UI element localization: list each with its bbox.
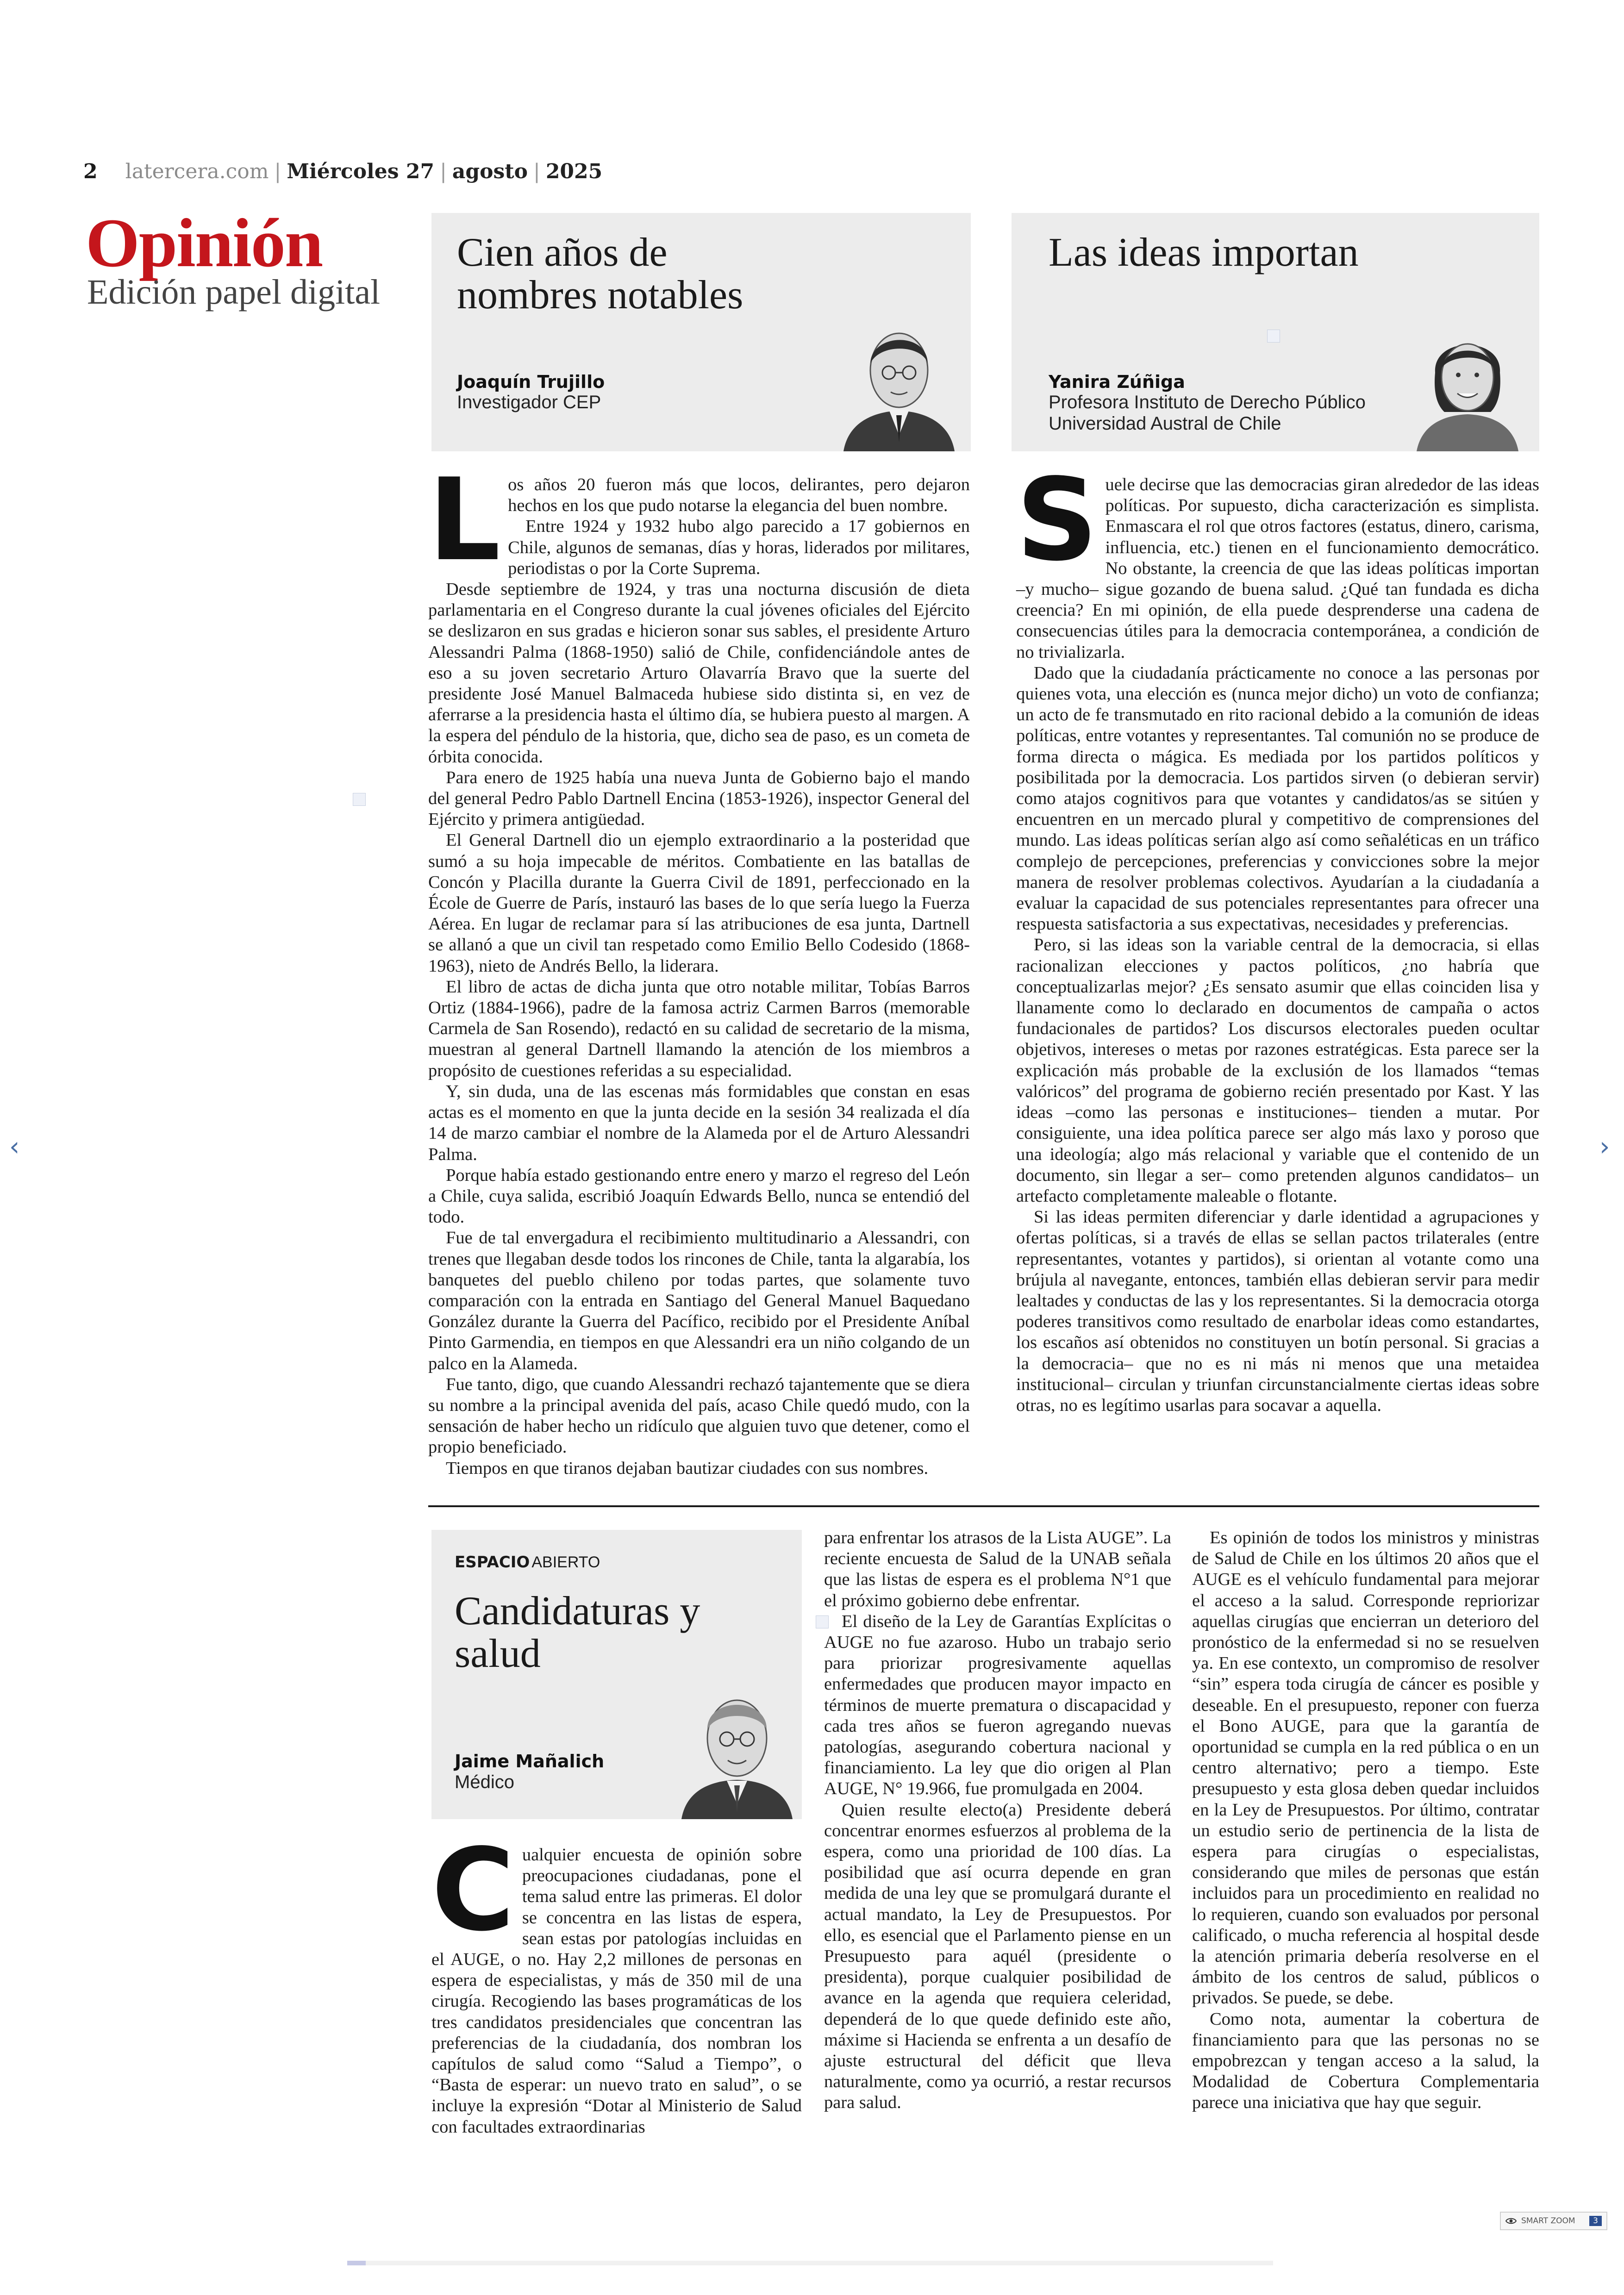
site-name: latercera.com <box>125 160 269 183</box>
smart-zoom-count: 3 <box>1589 2216 1602 2226</box>
scrollbar-thumb[interactable] <box>347 2261 366 2265</box>
section-divider <box>428 1505 1539 1507</box>
next-page-icon[interactable]: › <box>1599 1132 1610 1162</box>
article-title: Las ideas importan <box>1049 230 1359 275</box>
article-title <box>455 1590 700 1675</box>
paragraph: Pero, si las ideas son la variable central de la democracia, si ellas racionalizan elecciones y pactos políticos, ¿no habría que conceptualizarlas mejor? ¿Es sensato asumir que ellas coinciden lisa y llanamente como lo declarado en documentos de campaña o actos fundacionales de partidos? Los discursos electorales pueden ocultar objetivos, intereses o metas por razones estratégicas. Esta parece ser la explicación más probable de la exclusión de los llamados “temas valóricos” del programa de gobierno recién presentado por Kast. Y las ideas –como las personas e instituciones– tienden a mutar. Por consiguiente, una idea política parece ser algo más laxo y poroso que una ideología; algo más relacional y variable que el contenido de un documento, sin llegar a ser– como pretenden algunos candidatos– un artefacto completamente maleable o flotante. <box>1016 935 1539 1206</box>
article-title-line: Cien años de <box>457 230 668 275</box>
author-portrait <box>1407 312 1528 451</box>
page-scrollbar[interactable] <box>347 2261 1273 2265</box>
date-day: Miércoles 27 <box>287 160 435 183</box>
page-number: 2 <box>83 160 98 183</box>
paragraph: Y, sin duda, una de las escenas más formidables que constan en esas actas es el momento en que la junta decide en la sesión 34 realizada el día 14 de marzo cambiar el nombre de la Alameda por el de Arturo Alessandri Palma. <box>428 1081 970 1164</box>
article-header-box <box>431 1530 802 1819</box>
tag-bold: ESPACIO <box>455 1553 530 1572</box>
paragraph: Tiempos en que tiranos dejaban bautizar ciudades con sus nombres. <box>446 1458 929 1478</box>
author-role <box>1049 392 1366 434</box>
author-name: Yanira Zúñiga <box>1049 372 1185 392</box>
author-name: Jaime Mañalich <box>455 1751 605 1771</box>
paragraph: os años 20 fueron más que locos, delirantes, pero dejaron hechos en los que pudo notarse la elegancia del buen nombre. <box>508 475 970 516</box>
separator: | <box>440 160 447 183</box>
article-body <box>428 454 970 1479</box>
author-role: Investigador CEP <box>457 392 601 412</box>
paragraph: ualquier encuesta de opinión sobre preocupaciones ciudadanas, pone el tema salud entre las primeras. El dolor se concentra en las listas de espera, sean estas por patologías incluidas en el AUGE, o no. Hay 2,2 millones de personas en espera de especialistas, y más de 350 mil de una cirugía. Recogiendo las bases programáticas de los tres candidatos presidenciales que concentran las preferencias de la ciudadanía, dos nombran los capítulos de salud como “Salud a Tiempo”, o “Basta de esperar: un nuevo trato en salud”, o se incluye la expresión “Dotar al Ministerio de Salud con facultades extraordinarias <box>431 1845 802 2137</box>
drop-cap: C <box>431 1824 515 1956</box>
paragraph: Entre 1924 y 1932 hubo algo parecido a 17 gobiernos en Chile, algunos de semanas, días y horas, liderados por militares, periodistas o por la Corte Suprema. <box>508 517 970 578</box>
paragraph: Fue tanto, digo, que cuando Alessandri rechazó tajantemente que se diera su nombre a la principal avenida del país, acaso Chile quedó mudo, con la sensación de haber hecho un ridículo que alguien tuvo que detener, como el propio beneficiado. <box>428 1374 970 1457</box>
article-header-box <box>431 213 971 451</box>
smart-zoom-label: SMART ZOOM <box>1521 2216 1575 2226</box>
author-role-line: Universidad Austral de Chile <box>1049 413 1281 434</box>
article-title-line: salud <box>455 1631 541 1676</box>
paragraph: Para enero de 1925 había una nueva Junta de Gobierno bajo el mando del general Pedro Pablo Dartnell Encina (1853-1926), inspector General del Ejército y primera antigüedad. <box>428 767 970 829</box>
prev-page-icon[interactable]: ‹ <box>9 1132 20 1162</box>
drop-cap: L <box>428 454 501 586</box>
author-name: Joaquín Trujillo <box>457 372 605 392</box>
article-body <box>824 1528 1171 2114</box>
tag-light: ABIERTO <box>531 1553 600 1571</box>
eye-icon <box>1505 2217 1517 2225</box>
separator: | <box>533 160 540 183</box>
paragraph: Desde septiembre de 1924, y tras una nocturna discusión de dieta parlamentaria en el Congreso durante la cual jóvenes oficiales del Ejército se deslizaron en sus gradas e hicieron sonar sus sables, el presidente Arturo Alessandri Palma (1868-1950) salió de Chile, confidenciándole antes de eso a su joven secretario Arturo Olavarría Bravo que la suerte del presidente José Manuel Balmaceda hubiese sido distinta si, en vez de aferrarse a la presidencia hasta el último día, se hubiera puesto al margen. A la espera del péndulo de la historia, que, dicho sea de paso, es un cometa de órbita conocida. <box>428 580 970 767</box>
paragraph: El diseño de la Ley de Garantías Explícitas o AUGE no fue azaroso. Hubo un trabajo serio para priorizar progresivamente aquellas enfermedades que producen mayor impacto en términos de muerte prematura o discapacidad y cada tres años se fueron agregando nuevas patologías, asegurando cobertura nacional y financiamiento. La ley que dio origen al Plan AUGE, N° 19.966, fue promulgada en 2004. <box>824 1611 1171 1799</box>
author-portrait <box>839 312 959 451</box>
paragraph: El libro de actas de dicha junta que otro notable militar, Tobías Barros Ortiz (1884-1966), padre de la famosa actriz Carmen Barros (memorable Carmela de San Rosendo), redactó en su calidad de secretario de la misma, muestran al general Dartnell llamando la atención de los miembros a propósito de cuestiones referidas a su especialidad. <box>428 977 970 1080</box>
section-subtitle: Edición papel digital <box>87 273 381 312</box>
link-marker-icon[interactable] <box>816 1615 829 1628</box>
paragraph: Fue de tal envergadura el recibimiento multitudinario a Alessandri, con trenes que llegaban desde todos los rincones de Chile, tanta la algarabía, los banquetes del pueblo chileno por todas partes, que solamente tuvo comparación con la entrada en Santiago del General Manuel Baquedano González durante la Guerra del Pacífico, recibido por el Presidente Aníbal Pinto Garmendia, en tiempos en que Alessandri era un niño colgando de un palco en la Alameda. <box>428 1228 970 1373</box>
article-body <box>1192 1528 1539 2114</box>
article-title <box>457 231 743 317</box>
date-month: agosto <box>452 160 528 183</box>
section-title: Opinión <box>86 205 323 281</box>
paragraph: Dado que la ciudadanía prácticamente no conoce a las personas por quienes vota, una elección es (nunca mejor dicho) un voto de confianza; un acto de fe transmutado en rito racional debido a la comunión de ideas políticas, entre votantes y representantes. Tal comunión no se produce de forma directa o mágica. Es mediada por los partidos políticos y posibilitada por la democracia. Los partidos sirven (o debieran servir) como atajos cognitivos para que votantes y candidatos/as se sitúen y encuentren en un mercado plural y competitivo de comprensiones del mundo. Las ideas políticas serían algo así como señaléticas en un tráfico complejo de percepciones, preferencias y convicciones sobre la mejor manera de resolver problemas colectivos. Ayudarían a la ciudadanía a evaluar la capacidad de sus potenciales representantes para ofrecer una respuesta satisfactoria a sus expectativas, necesidades y preferencias. <box>1016 663 1539 934</box>
smart-zoom-button[interactable] <box>1500 2212 1607 2230</box>
paragraph: Porque había estado gestionando entre enero y marzo el regreso del León a Chile, cuya salida, escribió Joaquín Edwards Bello, nunca se entendió del todo. <box>428 1165 970 1227</box>
article-title-line: Candidaturas y <box>455 1589 700 1634</box>
section-tag <box>455 1553 600 1572</box>
paragraph: uele decirse que las democracias giran alrededor de las ideas políticas. Por supuesto, dicha caracterización es simplista. Enmascara el rol que otros factores (estatus, dinero, carisma, influencia, etc.) tienen en el funcionamiento democrático. No obstante, la creencia de que las ideas políticas importan –y mucho– sigue gozando de buena salud. ¿Qué tan fundada es dicha creencia? En mi opinión, de ella puede desprenderse una cadena de consecuencias útiles para la democracia contemporánea, a condición de no trivializarla. <box>1016 475 1539 662</box>
paragraph: Es opinión de todos los ministros y ministras de Salud de Chile en los últimos 20 años que el AUGE es el vehículo fundamental para mejorar el acceso a la salud. Corresponde repriorizar aquellas cirugías que encierran un deterioro del pronóstico de la enfermedad si no se resuelven ya. En ese contexto, un compromiso de resolver “sin” espera toda cirugía de cáncer es posible y deseable. En el presupuesto, reponer con fuerza el Bono AUGE, para que la garantía de oportunidad se cumpla en la red pública o en un centro alternativo; pero a tiempo. Este presupuesto y esta glosa deben quedar incluidos en la Ley de Presupuestos. Por último, contratar un estudio serio de pertinencia de la lista de espera para cirugías o especialistas, considerando que miles de personas que están incluidos para un procedimiento en realidad no lo requieren, cuando son evaluados por personal calificado, o mucha referencia al hospital desde la atención primaria debería resolverse en el ámbito de los centros de salud, públicos o privados. Se puede, se debe. <box>1192 1528 1539 2008</box>
paragraph: Si las ideas permiten diferenciar y darle identidad a agrupaciones y ofertas políticas, si a través de ellas se sellan pactos trilaterales (entre representantes, votantes y partidos), si orientan al votante como una brújula al navegante, entonces, también ellas debieran servir para medir lealtades y conductas de las y los representantes. Si la democracia otorga poderes transitivos como resultado de enarbolar ideas como estandartes, los escaños así obtenidos no constituyen un botín personal. Si gracias a la democracia– que no es ni más ni menos que una metaidea institucional– circulan y triunfan circunstancialmente ciertas ideas sobre otras, no es legítimo usarlas para socavar a aquella. <box>1016 1207 1539 1415</box>
link-marker-icon[interactable] <box>1267 330 1280 343</box>
date-year: 2025 <box>545 160 603 183</box>
author-role-line: Profesora Instituto de Derecho Público <box>1049 392 1366 412</box>
separator: | <box>274 160 281 183</box>
paragraph: Como nota, aumentar la cobertura de financiamiento para que las personas no se empobrezcan y tengan acceso a la salud, la Modalidad de Cobertura Complementaria parece una iniciativa que hay que seguir. <box>1192 2009 1539 2113</box>
link-marker-icon[interactable] <box>353 793 366 806</box>
author-portrait <box>677 1678 797 1819</box>
article-body <box>1016 454 1539 1416</box>
author-role: Médico <box>455 1772 514 1792</box>
paragraph: El General Dartnell dio un ejemplo extraordinario a la posteridad que sumó a su hoja impecable de méritos. Combatiente en las batallas de Concón y Placilla durante la Guerra Civil de 1891, perfeccionado en la École de Guerre de París, instauró las bases de lo que sería luego la Fuerza Aérea. En lugar de reclamar para sí las atribuciones de esa junta, Dartnell se allanó a que un civil tan respetado como Emilio Bello Codesido (1868-1963), nieto de Andrés Bello, la liderara. <box>428 830 970 976</box>
paragraph: Quien resulte electo(a) Presidente deberá concentrar enormes esfuerzos al problema de la espera, como una prioridad de 100 días. La posibilidad que así ocurra depende en gran medida de una ley que se promulgará durante el actual mandato, la Ley de Presupuestos. Por ello, es esencial que el Parlamento piense en un Presupuesto para aquél (presidente o presidenta), porque cualquier posibilidad de avance en la agenda que requiera celeridad, dependerá de lo que quede definido este año, máxime si Hacienda se enfrenta a un desafío de ajuste estructural del déficit que lleva naturalmente, como ya ocurrió, a restar recursos para salud. <box>824 1800 1171 2113</box>
article-body <box>431 1824 802 2138</box>
page-header <box>83 160 602 187</box>
drop-cap: S <box>1016 454 1098 586</box>
article-title-line: nombres notables <box>457 273 743 318</box>
paragraph: para enfrentar los atrasos de la Lista AUGE”. La reciente encuesta de Salud de la UNAB señala que las listas de espera es el problema N°1 que el próximo gobierno debe enfrentar. <box>824 1528 1171 1610</box>
